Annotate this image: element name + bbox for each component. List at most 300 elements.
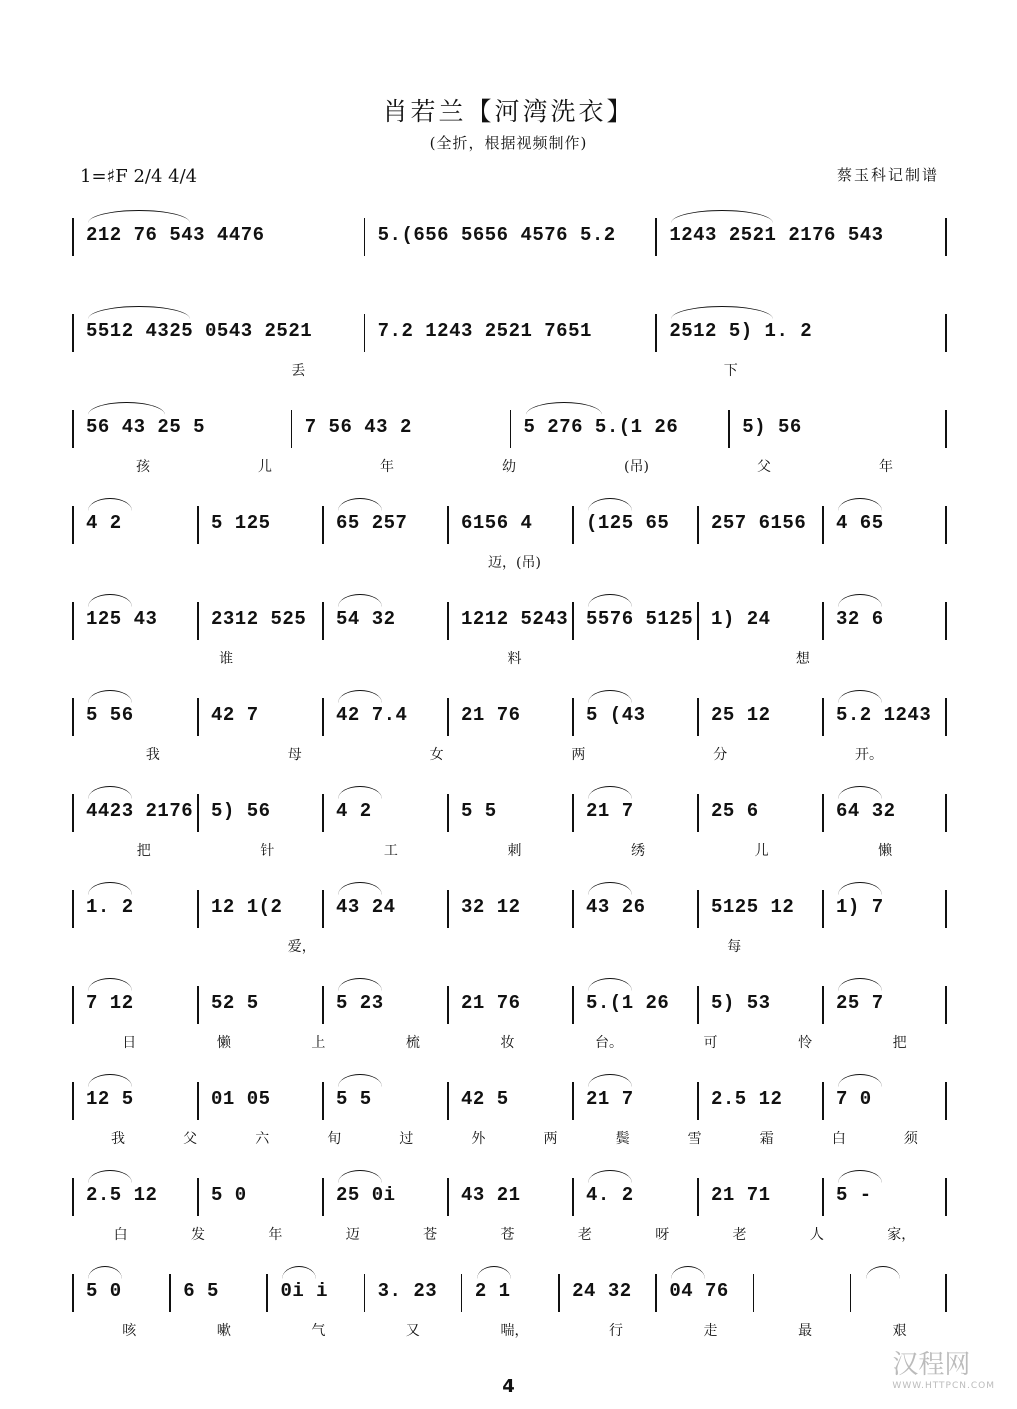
- watermark-url: WWW.HTTPCN.COM: [892, 1381, 995, 1391]
- barline: [697, 506, 699, 544]
- lyrics-line: [72, 744, 947, 766]
- measure-notes: 5 276 5.(1 26: [523, 416, 679, 438]
- measure-notes: 54 32: [336, 608, 396, 630]
- slur-mark: [88, 1170, 132, 1183]
- barline: [72, 698, 74, 736]
- barline: [461, 1274, 463, 1312]
- lyric-char: 父: [183, 1131, 198, 1147]
- score-system: [72, 1064, 947, 1147]
- measure-notes: 21 7: [586, 800, 634, 822]
- slur-mark: [88, 498, 132, 511]
- measure-notes: 1) 24: [711, 608, 771, 630]
- barline: [558, 1274, 560, 1312]
- measure-notes: 5) 53: [711, 992, 771, 1014]
- measure-notes: 2.5 12: [86, 1184, 158, 1206]
- barline: [945, 1178, 947, 1216]
- barline: [572, 1082, 574, 1120]
- barline: [72, 410, 74, 448]
- slur-mark: [588, 1170, 632, 1183]
- measure-notes: 1212 5243: [461, 608, 569, 630]
- barline: [945, 986, 947, 1024]
- slur-mark: [477, 1266, 511, 1279]
- barline: [197, 1082, 199, 1120]
- lyric-char: 分: [713, 747, 728, 763]
- barline: [322, 698, 324, 736]
- barline: [322, 506, 324, 544]
- barline: [945, 506, 947, 544]
- slur-mark: [838, 786, 882, 799]
- slur-mark: [838, 498, 882, 511]
- barline: [197, 794, 199, 832]
- measure-notes: [767, 1280, 846, 1310]
- measure-notes: 42 7: [211, 704, 259, 726]
- barline: [364, 314, 366, 352]
- lyric-char: 梳: [405, 1035, 420, 1051]
- barline: [447, 1082, 449, 1120]
- slur-mark: [588, 882, 632, 895]
- barline: [322, 794, 324, 832]
- barline: [822, 1178, 824, 1216]
- barline: [197, 602, 199, 640]
- lyric-char: 行: [609, 1323, 623, 1339]
- measure-notes: 5 0: [86, 1280, 122, 1302]
- barline: [72, 890, 74, 928]
- measure-notes: 21 71: [711, 1184, 771, 1206]
- slur-mark: [338, 882, 382, 895]
- slur-mark: [88, 306, 190, 319]
- measure-notes: 56 43 25 5: [86, 416, 206, 438]
- measure-notes: 7 12: [86, 992, 134, 1014]
- lyric-char: 可: [703, 1035, 718, 1051]
- barline: [447, 986, 449, 1024]
- measure-notes: 43 21: [461, 1184, 521, 1206]
- barline: [697, 794, 699, 832]
- slur-mark: [282, 1266, 316, 1279]
- slur-mark: [338, 690, 382, 703]
- slur-mark: [838, 1170, 882, 1183]
- barline: [197, 506, 199, 544]
- lyrics-line: [72, 648, 947, 670]
- measure-notes: 24 32: [572, 1280, 632, 1302]
- measure-notes: 4423 2176: [86, 800, 194, 822]
- measure-notes: 1. 2: [86, 896, 134, 918]
- measure-notes: 1243 2521 2176 543: [669, 224, 884, 246]
- lyric-char: 咳: [122, 1323, 137, 1339]
- slur-mark: [588, 786, 632, 799]
- slur-mark: [838, 978, 882, 991]
- lyrics-line: [72, 360, 947, 382]
- lyric-char: 苍: [500, 1227, 515, 1243]
- measure-notes: [864, 1280, 943, 1310]
- slur-mark: [88, 786, 132, 799]
- measure-notes: 0i i: [280, 1280, 329, 1302]
- slur-mark: [838, 882, 882, 895]
- measure-notes: 5.(1 26: [586, 992, 670, 1014]
- measure-notes: 4 65: [836, 512, 884, 534]
- lyric-char: 走: [703, 1323, 718, 1339]
- slur-mark: [671, 306, 773, 319]
- lyric-char: 我: [111, 1131, 126, 1147]
- lyric-char: 家，: [887, 1227, 916, 1243]
- measure-notes: 5 125: [211, 512, 271, 534]
- measure-notes: 5.(656 5656 4576 5.2: [377, 224, 616, 246]
- slur-mark: [88, 978, 132, 991]
- slur-mark: [338, 594, 382, 607]
- lyric-char: 外: [471, 1131, 486, 1147]
- lyrics-line: [72, 456, 947, 478]
- measure-notes: 25 0i: [336, 1184, 396, 1206]
- lyric-char: 谁: [219, 651, 234, 667]
- lyric-char: 年: [380, 459, 394, 475]
- lyric-char: 妆: [500, 1035, 515, 1051]
- measure-notes: 42 5: [461, 1088, 509, 1110]
- barline: [572, 794, 574, 832]
- measure-notes: 5 5: [336, 1088, 372, 1110]
- lyric-char: 上: [311, 1035, 326, 1051]
- lyric-char: 鬓: [615, 1131, 630, 1147]
- slur-mark: [88, 690, 132, 703]
- lyric-char: 把: [136, 843, 151, 859]
- measure-notes: 7.2 1243 2521 7651: [377, 320, 592, 342]
- measure-notes: 21 76: [461, 992, 521, 1014]
- slur-mark: [588, 978, 632, 991]
- measure-notes: 5) 56: [211, 800, 271, 822]
- barline: [697, 986, 699, 1024]
- lyric-char: 霜: [759, 1131, 774, 1147]
- score-system: [72, 392, 947, 475]
- barline: [822, 506, 824, 544]
- measure-notes: (125 65: [586, 512, 670, 534]
- lyric-char: 白: [113, 1227, 128, 1243]
- barline: [850, 1274, 852, 1312]
- barline: [572, 986, 574, 1024]
- barline: [945, 698, 947, 736]
- measure-notes: 257 6156: [711, 512, 807, 534]
- slur-mark: [88, 1266, 122, 1279]
- barline: [945, 890, 947, 928]
- measure-notes: 3. 23: [377, 1280, 438, 1302]
- lyric-char: 孩: [136, 459, 150, 475]
- lyrics-line: [72, 840, 947, 862]
- lyric-char: 两: [543, 1131, 558, 1147]
- measure-notes: 4 2: [86, 512, 122, 534]
- lyric-char: 年: [878, 459, 893, 475]
- barline: [322, 1082, 324, 1120]
- measure-notes: 5125 12: [711, 896, 795, 918]
- lyric-char: 气: [311, 1323, 326, 1339]
- barline: [945, 218, 947, 256]
- barline: [655, 314, 657, 352]
- measure-notes: 64 32: [836, 800, 896, 822]
- lyric-char: 想: [795, 651, 810, 667]
- lyric-char: 儿: [258, 459, 272, 475]
- lyric-char: 料: [507, 651, 522, 667]
- barline: [697, 698, 699, 736]
- lyric-char: 我: [145, 747, 160, 763]
- measure-notes: 5 23: [336, 992, 384, 1014]
- lyric-char: 怜: [798, 1035, 813, 1051]
- slur-mark: [338, 1074, 382, 1087]
- lyric-char: 发: [191, 1227, 206, 1243]
- measure-notes: 42 7.4: [336, 704, 408, 726]
- lyric-char: 幼: [502, 459, 516, 475]
- barline: [169, 1274, 171, 1312]
- barline: [822, 794, 824, 832]
- measure-notes: 25 7: [836, 992, 884, 1014]
- barline: [447, 1178, 449, 1216]
- slur-mark: [588, 1074, 632, 1087]
- score-system: [72, 296, 947, 379]
- barline: [655, 1274, 657, 1312]
- lyric-char: 艰: [892, 1323, 907, 1339]
- barline: [945, 314, 947, 352]
- barline: [447, 794, 449, 832]
- lyric-char: 旬: [327, 1131, 342, 1147]
- lyric-char: 六: [255, 1131, 270, 1147]
- barline: [572, 698, 574, 736]
- slur-mark: [338, 978, 382, 991]
- measure-notes: 12 5: [86, 1088, 134, 1110]
- barline: [822, 890, 824, 928]
- lyrics-line: [72, 264, 947, 286]
- barline: [945, 602, 947, 640]
- score-title: 肖若兰【河湾洗衣】: [382, 97, 635, 126]
- lyric-char: 老: [577, 1227, 592, 1243]
- slur-mark: [88, 882, 132, 895]
- slur-mark: [838, 594, 882, 607]
- measure-notes: 43 24: [336, 896, 396, 918]
- barline: [945, 410, 947, 448]
- measure-notes: 65 257: [336, 512, 408, 534]
- barline: [72, 986, 74, 1024]
- score-system: [72, 872, 947, 955]
- lyrics-line: [72, 552, 947, 574]
- lyric-char: 女: [429, 747, 444, 763]
- lyric-char: 老: [732, 1227, 747, 1243]
- barline: [364, 218, 366, 256]
- lyric-char: 苍: [423, 1227, 438, 1243]
- slur-mark: [88, 1074, 132, 1087]
- lyric-char: (吊): [624, 459, 649, 475]
- lyric-char: 懒: [216, 1035, 231, 1051]
- barline: [322, 890, 324, 928]
- lyrics-line: [72, 1224, 947, 1246]
- score-system: [72, 776, 947, 859]
- slur-mark: [526, 402, 603, 415]
- measure-notes: 5) 56: [742, 416, 802, 438]
- lyric-char: 迈，(吊): [488, 555, 541, 571]
- measure-notes: 5 56: [86, 704, 134, 726]
- lyric-char: 最: [798, 1323, 813, 1339]
- measure-notes: 6156 4: [461, 512, 533, 534]
- measure-notes: 5 -: [836, 1184, 872, 1206]
- measure-notes: 21 76: [461, 704, 521, 726]
- score-system: [72, 1256, 947, 1339]
- lyrics-line: [72, 1128, 947, 1150]
- measure-notes: 5.2 1243: [836, 704, 932, 726]
- page-number: 4: [502, 1376, 515, 1397]
- measure-notes: 125 43: [86, 608, 158, 630]
- measure-notes: 5 5: [461, 800, 497, 822]
- lyric-char: 儿: [754, 843, 769, 859]
- score-system: [72, 968, 947, 1051]
- measure-notes: 212 76 543 4476: [86, 224, 265, 246]
- barline: [72, 314, 74, 352]
- barline: [447, 698, 449, 736]
- measure-notes: 6 5: [183, 1280, 219, 1302]
- key-signature: 1=♯F 2/4 4/4: [80, 166, 198, 187]
- lyric-char: 须: [903, 1131, 918, 1147]
- lyric-char: 父: [756, 459, 771, 475]
- measure-notes: 32 12: [461, 896, 521, 918]
- slur-mark: [88, 594, 132, 607]
- barline: [72, 602, 74, 640]
- slur-mark: [671, 1266, 705, 1279]
- lyric-char: 下: [723, 363, 738, 379]
- measure-notes: 7 0: [836, 1088, 872, 1110]
- barline: [447, 602, 449, 640]
- barline: [72, 1274, 74, 1312]
- lyric-char: 过: [399, 1131, 414, 1147]
- barline: [364, 1274, 366, 1312]
- lyric-char: 每: [727, 939, 742, 955]
- barline: [945, 1274, 947, 1312]
- lyric-char: 白: [831, 1131, 846, 1147]
- barline: [697, 602, 699, 640]
- measure-notes: 12 1(2: [211, 896, 283, 918]
- measure-notes: 4. 2: [586, 1184, 634, 1206]
- barline: [753, 1274, 755, 1312]
- measure-notes: 4 2: [336, 800, 372, 822]
- watermark-logo: [892, 1344, 995, 1391]
- lyric-char: 年: [268, 1227, 283, 1243]
- lyrics-line: [72, 1320, 947, 1342]
- score-system: [72, 200, 947, 280]
- barline: [197, 1178, 199, 1216]
- lyric-char: 丢: [291, 363, 306, 379]
- barline: [72, 506, 74, 544]
- barline: [510, 410, 512, 448]
- barline: [697, 1082, 699, 1120]
- measure-notes: 04 76: [669, 1280, 729, 1302]
- score-system: [72, 488, 947, 571]
- lyric-char: 喘，: [500, 1323, 529, 1339]
- barline: [655, 218, 657, 256]
- barline: [197, 986, 199, 1024]
- measure-notes: 2512 5) 1. 2: [669, 320, 813, 342]
- measure-notes: 01 05: [211, 1088, 271, 1110]
- slur-mark: [338, 786, 382, 799]
- score-system: [72, 1160, 947, 1243]
- lyrics-line: [72, 1032, 947, 1054]
- watermark-text: 汉程网: [892, 1350, 971, 1380]
- barline: [945, 1082, 947, 1120]
- barline: [72, 1082, 74, 1120]
- lyric-char: 懒: [878, 843, 893, 859]
- score-system: [72, 680, 947, 763]
- lyric-char: 雪: [687, 1131, 702, 1147]
- slur-mark: [88, 402, 165, 415]
- barline: [72, 1178, 74, 1216]
- measure-notes: 25 6: [711, 800, 759, 822]
- measure-notes: 5 0: [211, 1184, 247, 1206]
- barline: [266, 1274, 268, 1312]
- slur-mark: [866, 1266, 900, 1279]
- slur-mark: [338, 1170, 382, 1183]
- lyric-char: 针: [260, 843, 275, 859]
- barline: [697, 1178, 699, 1216]
- lyric-char: 迈: [345, 1227, 360, 1243]
- barline: [572, 602, 574, 640]
- barline: [822, 602, 824, 640]
- barline: [945, 794, 947, 832]
- lyric-char: 刺: [507, 843, 522, 859]
- barline: [197, 698, 199, 736]
- lyric-char: 爱，: [287, 939, 316, 955]
- measure-notes: 43 26: [586, 896, 646, 918]
- barline: [322, 1178, 324, 1216]
- lyric-char: 两: [571, 747, 586, 763]
- lyric-char: 日: [122, 1035, 137, 1051]
- barline: [197, 890, 199, 928]
- slur-mark: [838, 690, 882, 703]
- lyric-char: 人: [809, 1227, 824, 1243]
- barline: [291, 410, 293, 448]
- measure-notes: 25 12: [711, 704, 771, 726]
- lyric-char: 把: [892, 1035, 907, 1051]
- barline: [822, 1082, 824, 1120]
- barline: [322, 986, 324, 1024]
- measure-notes: 5512 4325 0543 2521: [86, 320, 313, 342]
- lyric-char: 工: [383, 843, 398, 859]
- lyric-char: 绣: [631, 843, 646, 859]
- barline: [72, 794, 74, 832]
- lyric-char: 又: [405, 1323, 420, 1339]
- measure-notes: 2 1: [474, 1280, 511, 1302]
- slur-mark: [88, 210, 190, 223]
- slur-mark: [338, 498, 382, 511]
- lyrics-line: [72, 936, 947, 958]
- lyric-char: 呀: [655, 1227, 670, 1243]
- score-system: [72, 584, 947, 667]
- lyric-char: 台。: [595, 1035, 623, 1051]
- slur-mark: [671, 210, 773, 223]
- slur-mark: [588, 690, 632, 703]
- measure-notes: 1) 7: [836, 896, 884, 918]
- lyric-char: 嗽: [216, 1323, 231, 1339]
- measure-notes: 5576 5125: [586, 608, 694, 630]
- lyric-char: 母: [287, 747, 302, 763]
- measure-notes: 2312 525: [211, 608, 307, 630]
- barline: [728, 410, 730, 448]
- slur-mark: [588, 594, 632, 607]
- barline: [572, 890, 574, 928]
- measure-notes: 2.5 12: [711, 1088, 783, 1110]
- barline: [572, 1178, 574, 1216]
- barline: [447, 890, 449, 928]
- lyric-char: 开。: [855, 747, 884, 763]
- barline: [822, 698, 824, 736]
- barline: [322, 602, 324, 640]
- transcriber-credit: 蔡玉科记制谱: [836, 166, 939, 184]
- measure-notes: 52 5: [211, 992, 259, 1014]
- barline: [697, 890, 699, 928]
- measure-notes: 5 (43: [586, 704, 646, 726]
- slur-mark: [588, 498, 632, 511]
- measure-notes: 7 56 43 2: [304, 416, 412, 438]
- slur-mark: [838, 1074, 882, 1087]
- barline: [447, 506, 449, 544]
